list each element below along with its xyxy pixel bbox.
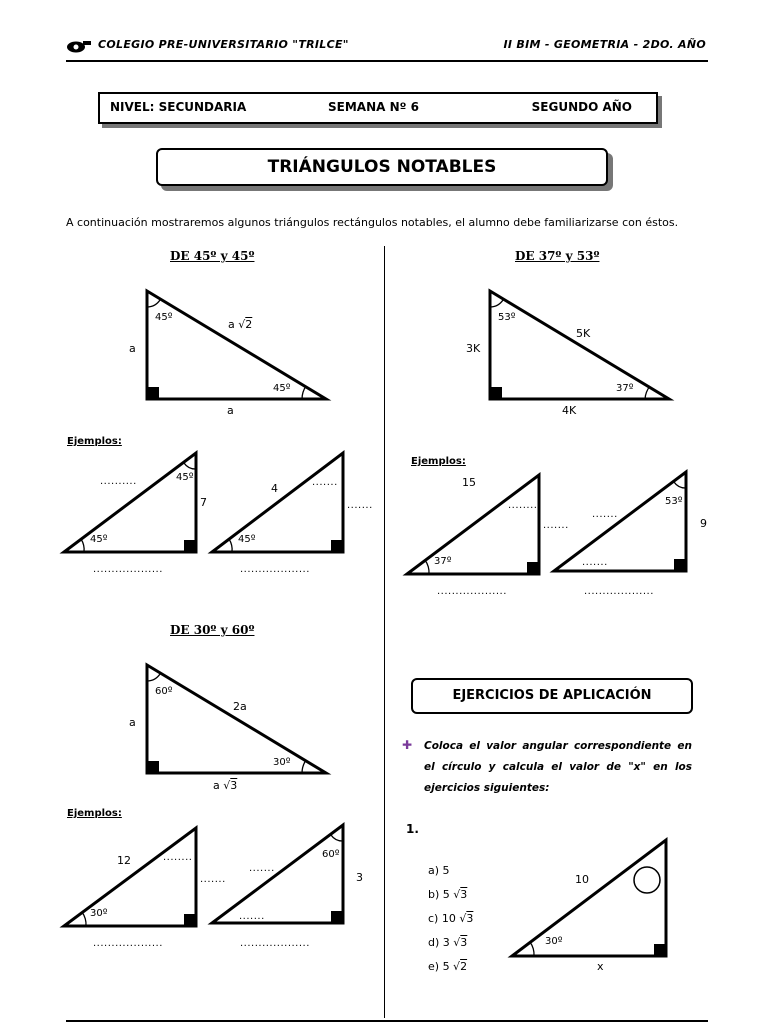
intro-text: A continuación mostraremos algunos triángulos rectángulos notables, el alumno debe familiarizarse con éstos. [66, 216, 679, 229]
unknown-label: x [597, 960, 604, 973]
answer-blank: ................... [93, 564, 163, 575]
answer-blank: ....... [249, 863, 275, 874]
semana-label: SEMANA Nº 6 [328, 100, 419, 114]
examples-label: Ejemplos: [411, 456, 466, 467]
answer-blank: ....... [200, 874, 226, 885]
hypotenuse-label: 12 [117, 854, 131, 867]
course-label: II BIM - GEOMETRIA - 2DO. AÑO [503, 38, 706, 51]
angle-label: 60º [322, 849, 340, 860]
option-e: e) 5 √2 [428, 960, 468, 973]
section-title-30: DE 30º y 60º [170, 623, 255, 637]
hypotenuse-label: 5K [576, 327, 591, 340]
angle-label: 53º [665, 496, 683, 507]
answer-blank: ................... [93, 938, 163, 949]
angle-label: 60º [155, 686, 173, 697]
examples-label: Ejemplos: [67, 436, 122, 447]
hypotenuse-label: a √2 [228, 318, 253, 331]
angle-label: 30º [545, 936, 563, 947]
answer-blank: ....... [582, 557, 608, 568]
leg-label: a [227, 404, 234, 417]
angle-label: 45º [90, 534, 108, 545]
answer-blank: ................... [437, 586, 507, 597]
answer-blank: ................... [584, 586, 654, 597]
triangle-37-ex2 [554, 472, 686, 571]
leg-label: 4K [562, 404, 577, 417]
answer-blank: ....... [592, 509, 618, 520]
bullet-icon: ✚ [402, 738, 413, 752]
side-label: 3 [356, 871, 363, 884]
triangle-45-ex1 [64, 453, 196, 552]
answer-blank: ........ [508, 500, 538, 511]
leg-label: a [129, 716, 136, 729]
answer-blank: ....... [239, 911, 265, 922]
angle-label: 37º [434, 556, 452, 567]
option-a: a) 5 [428, 864, 450, 877]
leg-label: 3K [466, 342, 481, 355]
side-label: 9 [700, 517, 707, 530]
option-c: c) 10 √3 [428, 912, 474, 925]
angle-label: 37º [616, 383, 634, 394]
triangle-exercise-1 [512, 840, 666, 956]
triangle-37-main [490, 291, 669, 399]
hypotenuse-label: 10 [575, 873, 589, 886]
exercises-title: EJERCICIOS DE APLICACIÓN [411, 678, 693, 714]
leg-label: a √3 [213, 779, 238, 792]
answer-blank: .......... [100, 476, 137, 487]
answer-blank: ................... [240, 564, 310, 575]
leg-label: a [129, 342, 136, 355]
option-d: d) 3 √3 [428, 936, 468, 949]
section-title-37: DE 37º y 53º [515, 249, 600, 263]
option-b: b) 5 √3 [428, 888, 468, 901]
hypotenuse-label: 15 [462, 476, 476, 489]
school-name: COLEGIO PRE-UNIVERSITARIO "TRILCE" [98, 38, 349, 51]
problem-number: 1. [406, 822, 419, 836]
exercise-instruction: Coloca el valor angular correspondiente en el círculo y calcula el valor de "x" en los ejercicios siguientes: [424, 740, 692, 794]
answer-blank: ....... [312, 477, 338, 488]
triangle-37-ex1 [407, 475, 539, 574]
hypotenuse-label: 4 [271, 482, 278, 495]
nivel-label: NIVEL: SECUNDARIA [110, 100, 247, 114]
triangle-30-ex2 [212, 825, 343, 923]
footer-rule [66, 1020, 708, 1022]
triangle-45-ex2 [212, 453, 343, 552]
triangle-30-main [147, 665, 326, 773]
grado-label: SEGUNDO AÑO [531, 100, 632, 114]
angle-label: 45º [238, 534, 256, 545]
answer-blank: ....... [347, 500, 373, 511]
answer-blank: ....... [543, 520, 569, 531]
triangle-45-main [147, 291, 326, 399]
angle-label: 45º [273, 383, 291, 394]
side-label: 7 [200, 496, 207, 509]
hypotenuse-label: 2a [233, 700, 247, 713]
answer-blank: ................... [240, 938, 310, 949]
answer-blank: ........ [163, 852, 193, 863]
examples-label: Ejemplos: [67, 808, 122, 819]
triangle-30-ex1 [64, 828, 196, 926]
page-title: TRIÁNGULOS NOTABLES [156, 148, 608, 186]
angle-label: 30º [90, 908, 108, 919]
angle-label: 53º [498, 312, 516, 323]
angle-label: 30º [273, 757, 291, 768]
angle-label: 45º [176, 472, 194, 483]
angle-label: 45º [155, 312, 173, 323]
section-title-45: DE 45º y 45º [170, 249, 255, 263]
